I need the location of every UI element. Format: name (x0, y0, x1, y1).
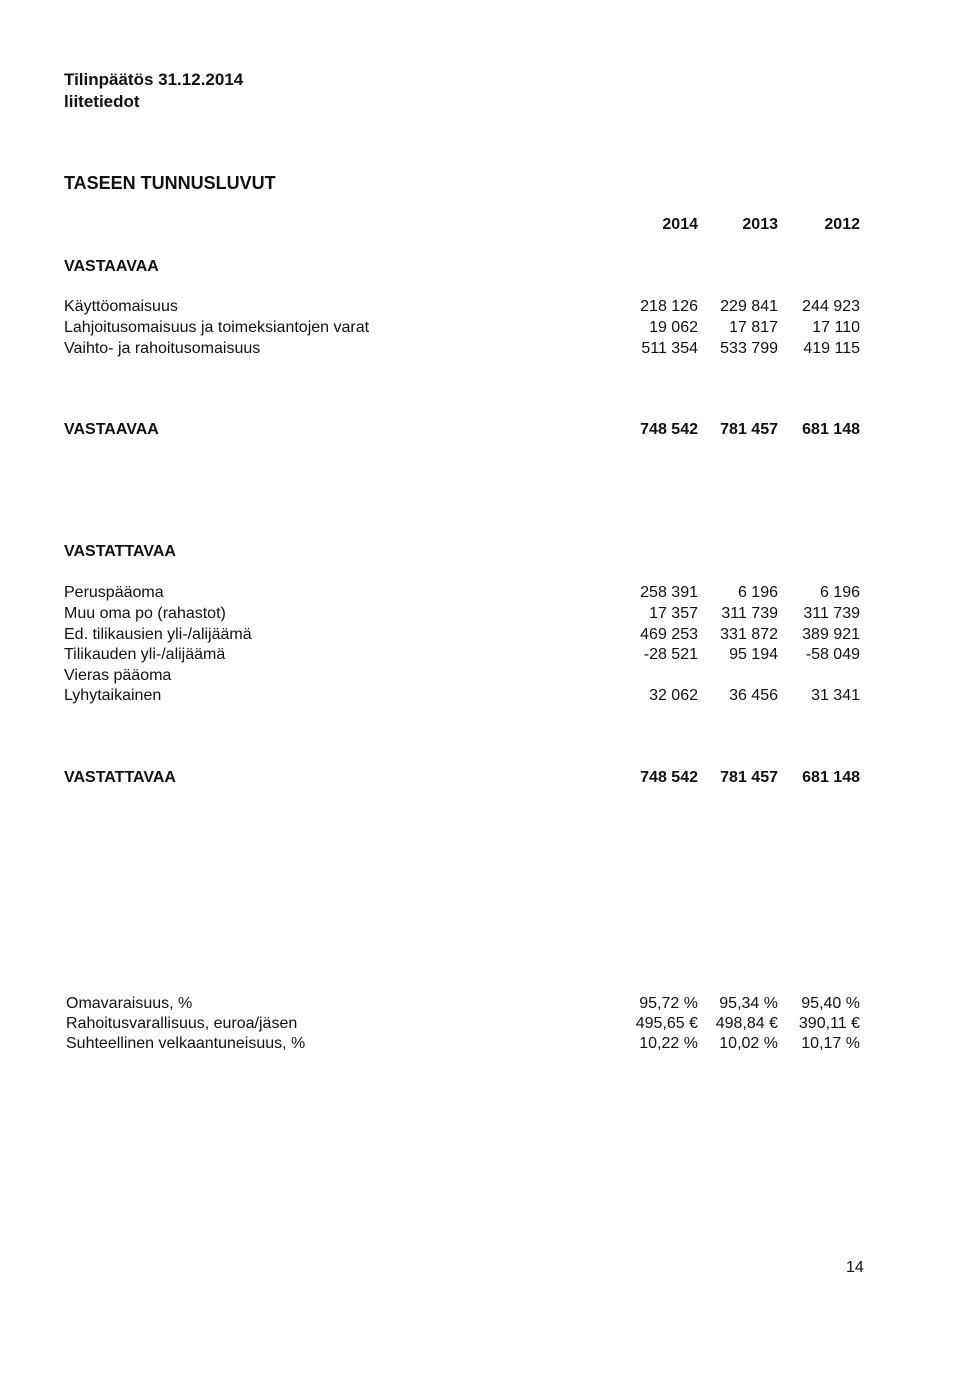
assets-total-value: 681 148 (802, 421, 860, 438)
liability-row-label: Muu oma po (rahastot) (64, 605, 226, 622)
asset-row-value: 419 115 (803, 340, 860, 357)
ratio-value: 390,11 € (798, 1015, 860, 1032)
ratio-value: 10,02 % (719, 1035, 778, 1052)
liability-row-value: 17 357 (649, 605, 698, 622)
ratio-value: 95,34 % (719, 995, 778, 1012)
liability-row-label: Tilikauden yli-/alijäämä (64, 646, 226, 663)
asset-row-label: Vaihto- ja rahoitusomaisuus (64, 340, 261, 357)
asset-row-value: 17 817 (729, 319, 778, 336)
asset-row-label: Käyttöomaisuus (64, 298, 178, 315)
asset-row-value: 511 354 (641, 340, 698, 357)
ratio-value: 495,65 € (635, 1015, 698, 1032)
document-subtitle: liitetiedot (64, 92, 140, 111)
liability-row-value: 389 921 (802, 626, 860, 643)
liability-row-value: 331 872 (720, 626, 778, 643)
asset-row-value: 229 841 (720, 298, 778, 315)
document-title: Tilinpäätös 31.12.2014 (64, 70, 244, 89)
asset-row-value: 244 923 (802, 298, 860, 315)
year-header-2013: 2013 (742, 216, 778, 233)
ratio-value: 10,17 % (801, 1035, 860, 1052)
liability-row-value: 31 341 (811, 687, 860, 704)
liability-row-value: 6 196 (737, 584, 778, 601)
asset-row-value: 218 126 (640, 298, 698, 315)
assets-total-value: 781 457 (720, 421, 778, 438)
asset-row-value: 17 110 (812, 319, 860, 336)
liabilities-total-value: 781 457 (720, 769, 778, 786)
ratio-label: Omavaraisuus, % (66, 995, 193, 1012)
liability-row-value: 311 739 (803, 605, 860, 622)
liabilities-total-label: VASTATTAVAA (64, 769, 176, 786)
ratio-value: 10,22 % (639, 1035, 698, 1052)
liability-row-value: 36 456 (729, 687, 778, 704)
liability-row-value: 32 062 (649, 687, 698, 704)
liability-row-value: -28 521 (643, 646, 698, 663)
assets-total-label: VASTAAVAA (64, 421, 159, 438)
liability-row-value: 258 391 (640, 584, 698, 601)
liability-row-value: 311 739 (721, 605, 778, 622)
liability-row-value: 6 196 (819, 584, 860, 601)
assets-heading: VASTAAVAA (64, 258, 159, 275)
liabilities-heading: VASTATTAVAA (64, 543, 176, 560)
liability-row-label: Ed. tilikausien yli-/alijäämä (64, 626, 252, 643)
liability-row-label: Peruspääoma (64, 584, 164, 601)
ratio-label: Rahoitusvarallisuus, euroa/jäsen (66, 1015, 298, 1032)
ratio-value: 95,72 % (639, 995, 698, 1012)
page-number: 14 (846, 1259, 864, 1276)
asset-row-value: 19 062 (649, 319, 698, 336)
year-header-2014: 2014 (662, 216, 698, 233)
asset-row-value: 533 799 (720, 340, 778, 357)
ratio-label: Suhteellinen velkaantuneisuus, % (66, 1035, 306, 1052)
liability-row-value: -58 049 (805, 646, 860, 663)
year-header-2012: 2012 (824, 216, 860, 233)
section-title: TASEEN TUNNUSLUVUT (64, 173, 276, 193)
assets-total-value: 748 542 (640, 421, 698, 438)
liability-row-label: Lyhytaikainen (64, 687, 162, 704)
ratio-value: 95,40 % (801, 995, 860, 1012)
liability-row-label: Vieras pääoma (64, 667, 172, 684)
liability-row-value: 95 194 (729, 646, 778, 663)
ratio-value: 498,84 € (715, 1015, 778, 1032)
liabilities-total-value: 681 148 (802, 769, 860, 786)
liabilities-total-value: 748 542 (640, 769, 698, 786)
liability-row-value: 469 253 (640, 626, 698, 643)
asset-row-label: Lahjoitusomaisuus ja toimeksiantojen varat (64, 319, 370, 336)
